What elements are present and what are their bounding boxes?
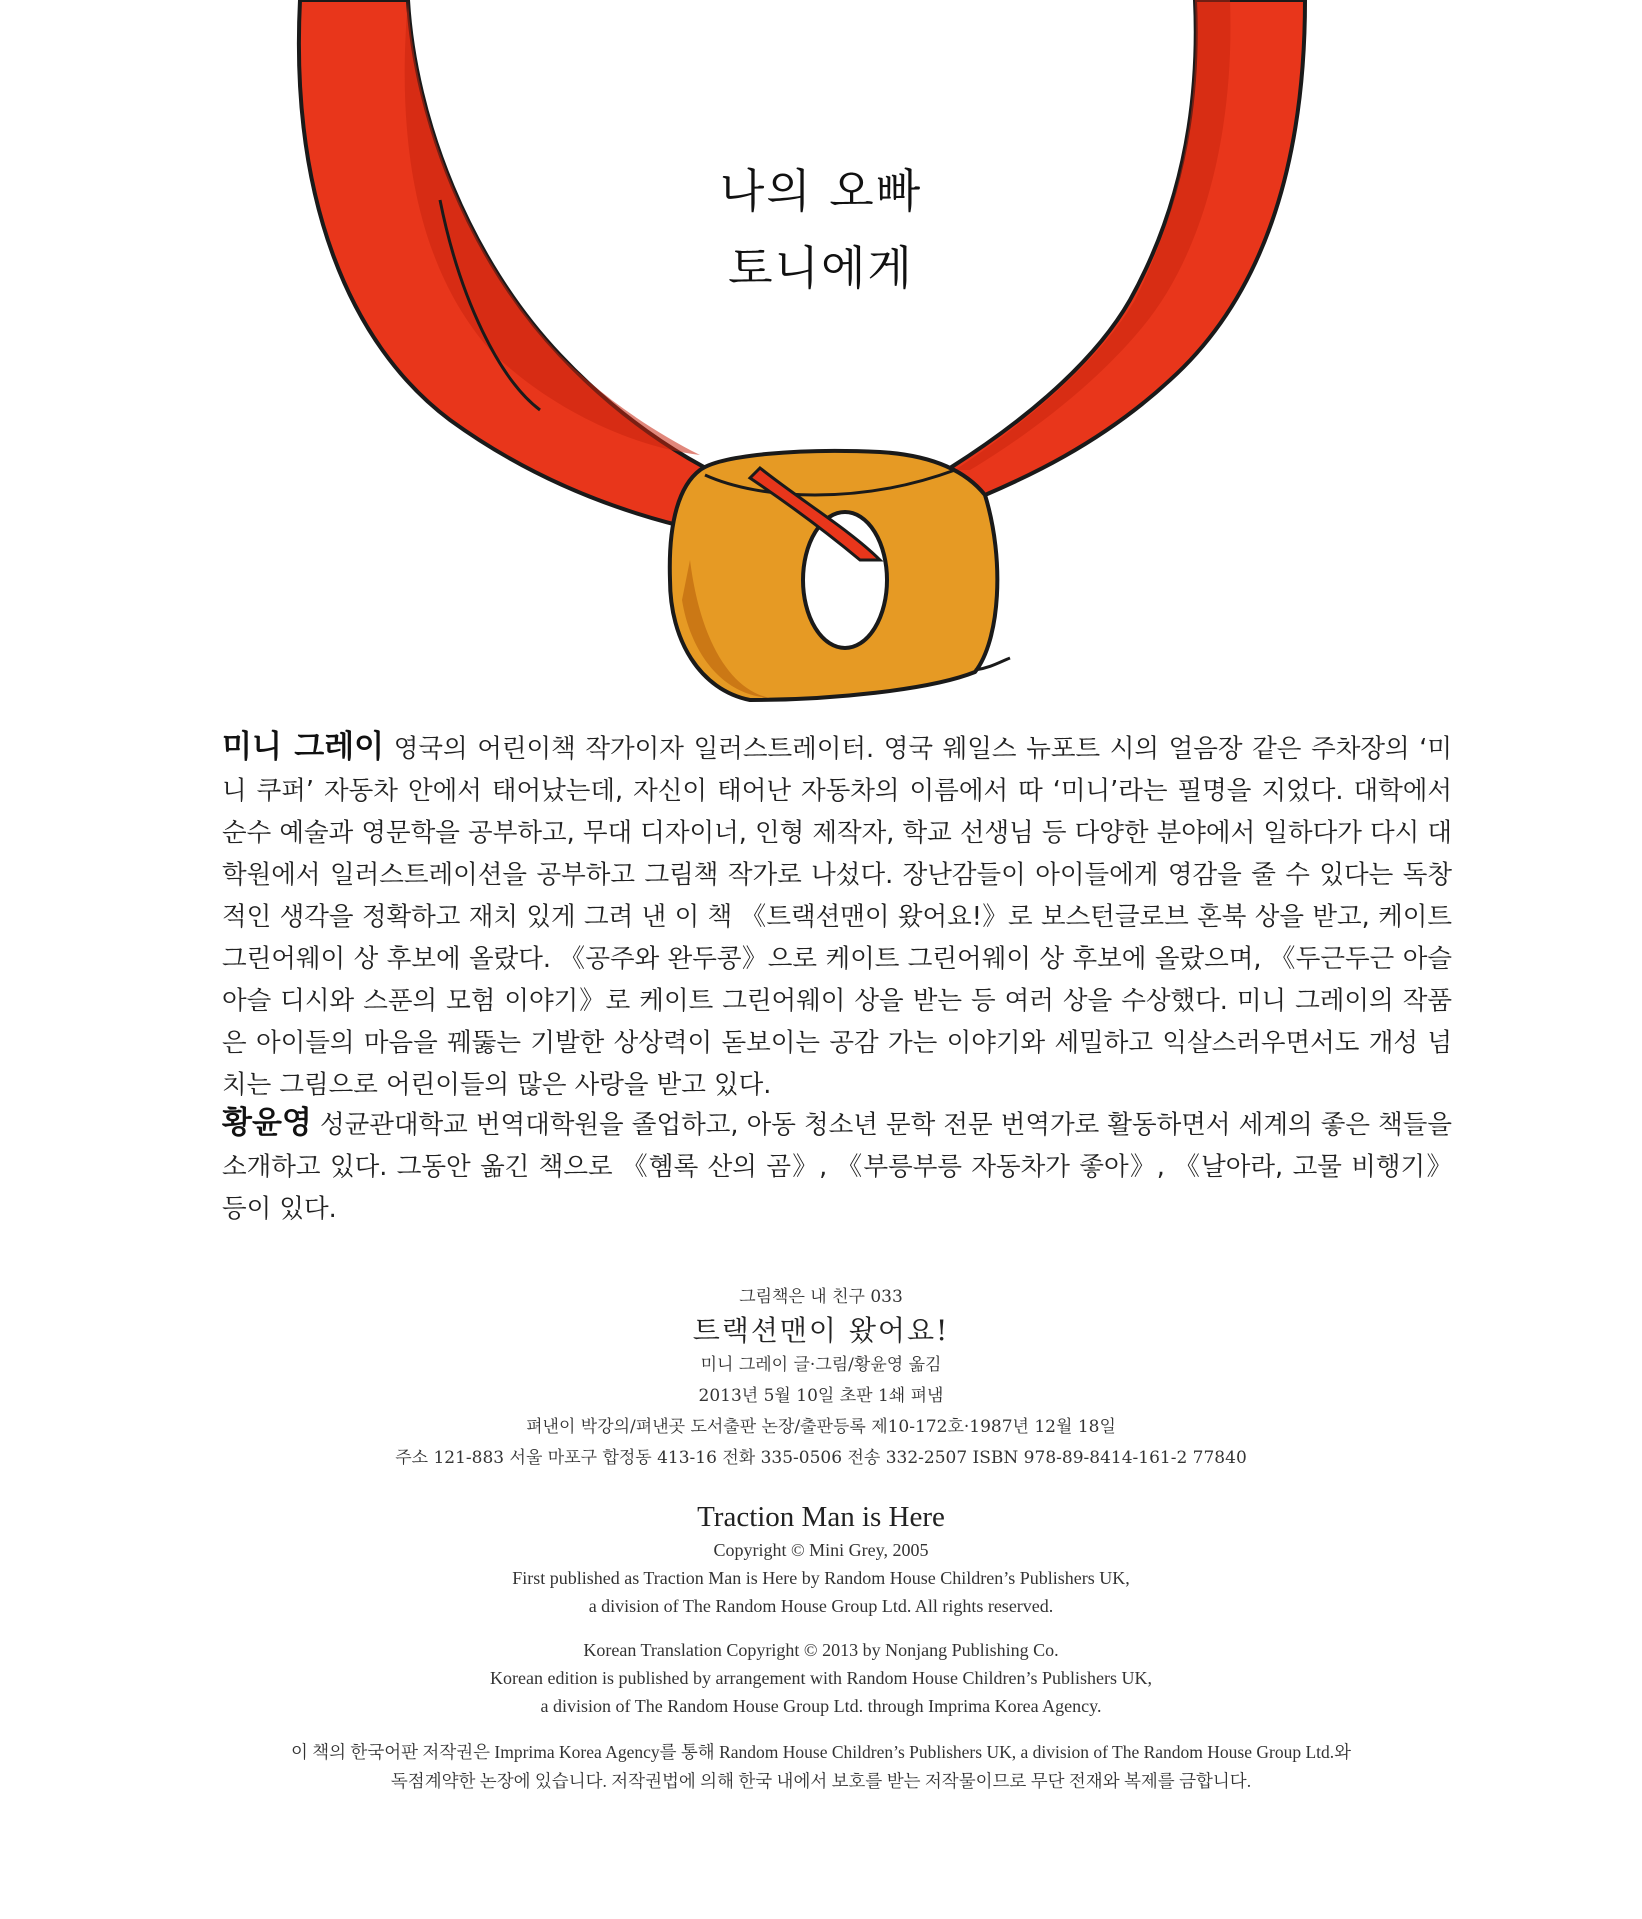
publisher-info: 펴낸이 박강의/펴낸곳 도서출판 논장/출판등록 제10-172호·1987년 12월 18일 [526, 1417, 1116, 1437]
korean-colophon [0, 1282, 1642, 1474]
original-title: Traction Man is Here [697, 1501, 945, 1533]
translation-copyright: Korean Translation Copyright © 2013 by Nonjang Publishing Co. [583, 1640, 1059, 1660]
series-label: 그림책은 내 친구 033 [739, 1287, 903, 1307]
copyright-notice-line-1: 이 책의 한국어판 저작권은 Imprima Korea Agency를 통해 Random House Children’s Publishers UK, a division of The Random House Group Ltd.와 [290, 1742, 1352, 1762]
first-published: First published as Traction Man is Here by Random House Children’s Publishers UK, [512, 1568, 1130, 1588]
dedication-line-1: 나의 오빠 [719, 164, 923, 218]
dedication-line-2: 토니에게 [728, 241, 914, 295]
book-title: 트랙션맨이 왔어요! [692, 1314, 950, 1347]
original-copyright: Copyright © Mini Grey, 2005 [713, 1540, 929, 1560]
translator-bio [222, 1102, 1452, 1230]
english-colophon [0, 1498, 1642, 1796]
agency-note: a division of The Random House Group Ltd. through Imprima Korea Agency. [540, 1696, 1102, 1716]
translator-bio-text: 성균관대학교 번역대학원을 졸업하고, 아동 청소년 문학 전문 번역가로 활동하면서 세계의 좋은 책들을 소개하고 있다. 그동안 옮긴 책으로 《혬록 산의 곰》, 《부릉부릉 자동차가 좋아》, 《날아라, 고물 비행기》 등이 있다. [222, 1110, 1452, 1224]
author-bio-text: 영국의 어린이책 작가이자 일러스트레이터. 영국 웨일스 뉴포트 시의 얼음장 같은 주차장의 ‘미니 쿠퍼’ 자동차 안에서 태어났는데, 자신이 태어난 자동차의 이름에서 따 ‘미니’라는 필명을 지었다. 대학에서 순수 예술과 영문학을 공부하고, 무대 디자이너, 인형 제작자, 학교 선생님 등 다양한 분야에서 일하다가 다시 대학원에서 일러스트레이션을 공부하고 그림책 작가로 나섰다. 장난감들이 아이들에게 영감을 줄 수 있다는 독창적인 생각을 정확하고 재치 있게 그려 낸 이 책 《트랙션맨이 왔어요!》로 보스턴글로브 혼북 상을 받고, 케이트 그린어웨이 상 후보에 올랐다. 《공주와 완두콩》으로 케이트 그린어웨이 상 후보에 올랐으며, 《두근두근 아슬아슬 디시와 스푼의 모험 이야기》로 케이트 그린어웨이 상을 받는 등 여러 상을 수상했다. 미니 그레이의 작품은 아이들의 마음을 꿰뚫는 기발한 상상력이 돋보이는 공감 가는 이야기와 세밀하고 익살스러우면서도 개성 넘치는 그림으로 어린이들의 많은 사랑을 받고 있다. [222, 734, 1452, 1100]
translator-name: 황윤영 [222, 1105, 312, 1141]
copyright-notice-line-2: 독점계약한 논장에 있습니다. 저작권법에 의해 한국 내에서 보호를 받는 저작물이므로 무단 전재와 복제를 금합니다. [390, 1771, 1252, 1791]
arrangement-note: Korean edition is published by arrangement with Random House Children’s Publishers UK, [490, 1668, 1152, 1688]
author-name: 미니 그레이 [222, 729, 385, 765]
ribbon-ring-illustration [0, 0, 1642, 720]
book-credits: 미니 그레이 글·그림/황윤영 옮김 [700, 1355, 942, 1375]
edition-date: 2013년 5월 10일 초판 1쇄 펴냄 [698, 1386, 944, 1406]
publisher-division: a division of The Random House Group Ltd. All rights reserved. [588, 1596, 1054, 1616]
address-isbn: 주소 121-883 서울 마포구 합정동 413-16 전화 335-0506 전송 332-2507 ISBN 978-89-8414-161-2 77840 [395, 1448, 1247, 1468]
author-bio [222, 726, 1452, 1106]
